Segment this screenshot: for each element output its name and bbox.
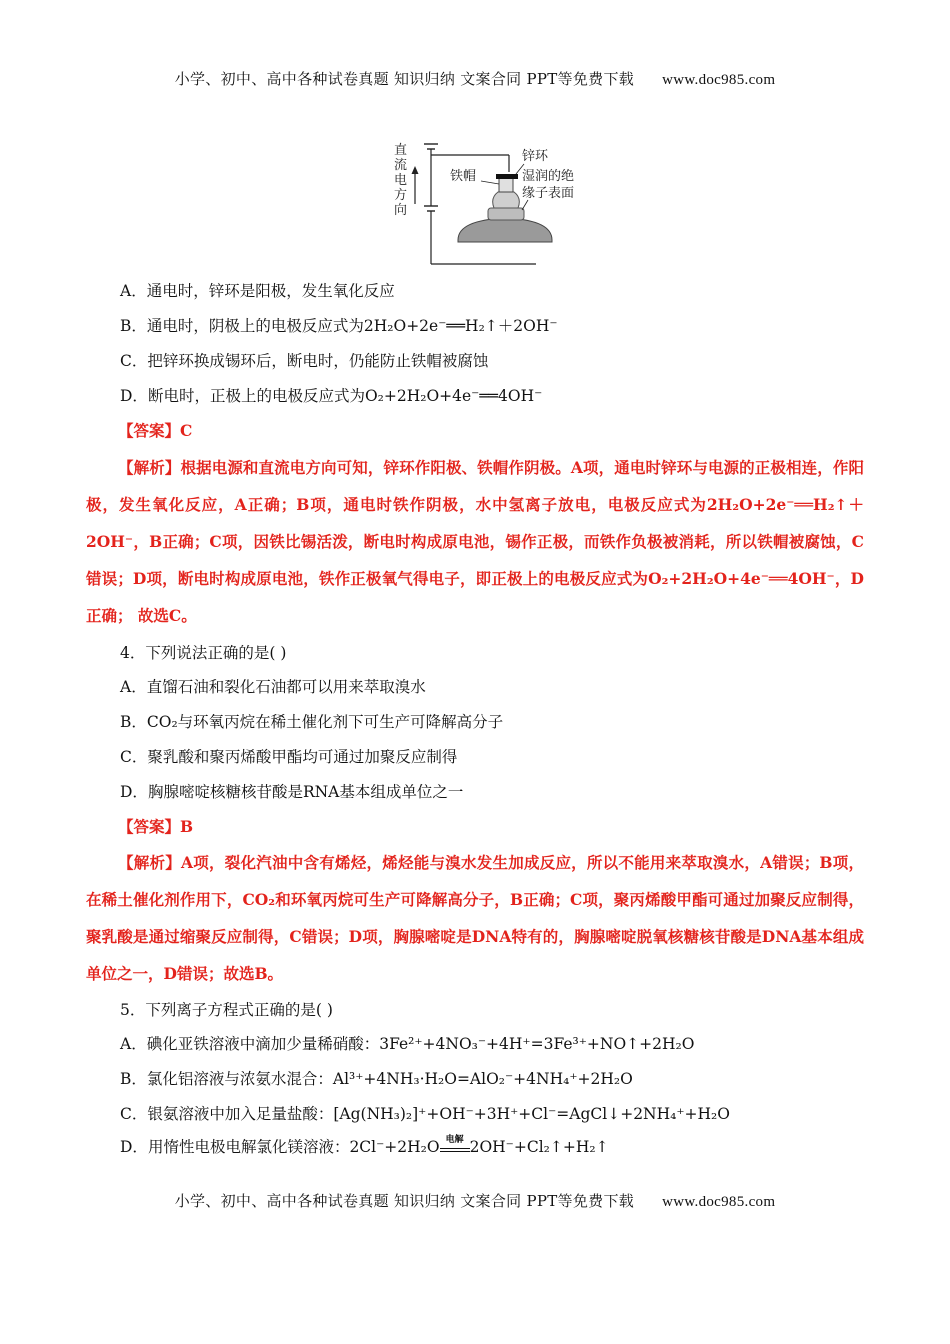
analysis-tag: 【解析】	[118, 458, 181, 477]
analysis-text: A项，裂化汽油中含有烯烃，烯烃能与溴水发生加成反应，所以不能用来萃取溴水，A错误；B项，在稀土催化剂作用下，CO₂和环氧丙烷可生产可降解高分子，B正确；C项，聚丙烯酸甲酯可通过加聚反应制得，聚乳酸是通过缩聚反应制得，C错误；D项，胸腺嘧啶是DNA特有的，胸腺嘧啶脱氧核糖核苷酸是DNA基本组成单位之一，D错误；故选B。	[86, 853, 864, 983]
option-label: A．	[120, 678, 147, 696]
leader-surface	[522, 200, 528, 210]
q3-option-b	[120, 315, 558, 337]
insulator-base	[458, 218, 552, 242]
q3-option-a	[120, 280, 395, 302]
option-text-after: 2OH⁻+Cl₂↑+H₂↑	[469, 1138, 609, 1156]
answer-value: B	[180, 817, 194, 836]
q4-stem: 4．下列说法正确的是( )	[120, 644, 287, 662]
q3-option-c	[120, 350, 488, 372]
q4-option-b	[120, 711, 503, 733]
q4-option-a	[120, 676, 426, 698]
option-text: 胸腺嘧啶核糖核苷酸是RNA基本组成单位之一	[147, 783, 464, 801]
option-text: 碘化亚铁溶液中滴加少量稀硝酸：3Fe²⁺+4NO₃⁻+4H⁺=3Fe³⁺+NO↑+2H₂O	[146, 1035, 695, 1053]
option-label: D．	[120, 783, 148, 801]
label-iron-cap: 铁帽	[450, 169, 477, 184]
analysis-tag: 【解析】	[118, 853, 181, 872]
option-label: A．	[120, 282, 147, 300]
footer-text: 小学、初中、高中各种试卷真题 知识归纳 文案合同 PPT等免费下载	[174, 1192, 635, 1210]
q3-answer	[118, 420, 192, 442]
q4-answer	[118, 816, 193, 838]
option-text: 银氨溶液中加入足量盐酸：[Ag(NH₃)₂]⁺+OH⁻+3H⁺+Cl⁻=AgCl↓+2NH₄⁺+H₂O	[147, 1105, 730, 1123]
option-label: A．	[120, 1035, 147, 1053]
option-text: 通电时，阴极上的电极反应式为2H₂O+2e⁻══H₂↑＋2OH⁻	[146, 317, 558, 335]
direction-label-char-4: 方	[394, 188, 408, 203]
option-text: 聚乳酸和聚丙烯酸甲酯均可通过加聚反应制得	[147, 748, 458, 766]
option-text: CO₂与环氧丙烷在稀土催化剂下可生产可降解高分子	[146, 713, 504, 731]
option-label: C．	[120, 352, 148, 370]
insulator-diagram	[388, 136, 618, 271]
q5-option-d	[120, 1136, 609, 1158]
q4-analysis	[86, 844, 864, 992]
condition-label: 电解	[445, 1135, 464, 1145]
option-label: D．	[120, 1138, 148, 1156]
header-url[interactable]: www.doc985.com	[662, 72, 776, 88]
electrolysis-condition	[440, 1135, 470, 1152]
direction-label-char-5: 向	[394, 203, 408, 218]
insulator-svg	[388, 136, 618, 271]
label-surface-2: 缘子表面	[522, 186, 575, 201]
option-label: C．	[120, 1105, 148, 1123]
option-label: D．	[120, 387, 148, 405]
zinc-ring	[496, 174, 518, 179]
option-text: 把锌环换成锡环后，断电时，仍能防止铁帽被腐蚀	[147, 352, 489, 370]
option-label: B．	[120, 317, 147, 335]
label-zinc-ring: 锌环	[522, 149, 549, 164]
q5-stem: 5．下列离子方程式正确的是( )	[120, 1001, 333, 1019]
q3-option-d	[120, 385, 542, 407]
page-header	[0, 68, 950, 89]
insulator-neck	[488, 208, 524, 220]
option-text: 直馏石油和裂化石油都可以用来萃取溴水	[146, 678, 426, 696]
arrow-head	[412, 166, 419, 174]
leader-iron-cap	[481, 181, 499, 184]
insulator-bulb	[493, 192, 520, 208]
option-text: 氯化铝溶液与浓氨水混合：Al³⁺+4NH₃·H₂O=AlO₂⁻+4NH₄⁺+2H₂O	[146, 1070, 633, 1088]
q5-option-a	[120, 1033, 694, 1055]
iron-cap	[499, 178, 513, 192]
option-text: 断电时，正极上的电极反应式为O₂+2H₂O+4e⁻══4OH⁻	[147, 387, 543, 405]
page-footer	[0, 1190, 950, 1211]
answer-tag: 【答案】	[118, 817, 181, 836]
answer-tag: 【答案】	[118, 421, 181, 440]
option-label: B．	[120, 1070, 147, 1088]
q4-option-c	[120, 746, 457, 768]
header-text: 小学、初中、高中各种试卷真题 知识归纳 文案合同 PPT等免费下载	[174, 70, 635, 88]
q4-option-d	[120, 781, 463, 803]
direction-label-char-2: 流	[394, 158, 408, 173]
q3-analysis	[86, 449, 864, 634]
analysis-text: 根据电源和直流电方向可知，锌环作阳极、铁帽作阴极。A项，通电时锌环与电源的正极相连，作阳极，发生氧化反应，A正确；B项，通电时铁作阴极，水中氢离子放电，电极反应式为2H₂O+2e⁻══H₂↑＋2OH⁻，B正确；C项，因铁比锡活泼，断电时构成原电池，锡作正极，而铁作负极被消耗，所以铁帽被腐蚀，C错误；D项，断电时构成原电池，铁作正极氧气得电子，即正极上的电极反应式为O₂+2H₂O+4e⁻══4OH⁻，D正确； 故选C。	[86, 458, 864, 625]
option-text: 通电时，锌环是阳极，发生氧化反应	[146, 282, 395, 300]
option-text: 用惰性电极电解氯化镁溶液：2Cl⁻+2H₂O	[147, 1138, 440, 1156]
option-label: B．	[120, 713, 147, 731]
answer-value: C	[180, 421, 193, 440]
direction-label-char-1: 直	[394, 143, 408, 158]
label-surface-1: 湿润的绝	[522, 169, 575, 184]
q5-option-b	[120, 1068, 633, 1090]
q5-option-c	[120, 1103, 730, 1125]
option-label: C．	[120, 748, 148, 766]
footer-url[interactable]: www.doc985.com	[662, 1194, 776, 1210]
direction-label-char-3: 电	[394, 173, 408, 188]
